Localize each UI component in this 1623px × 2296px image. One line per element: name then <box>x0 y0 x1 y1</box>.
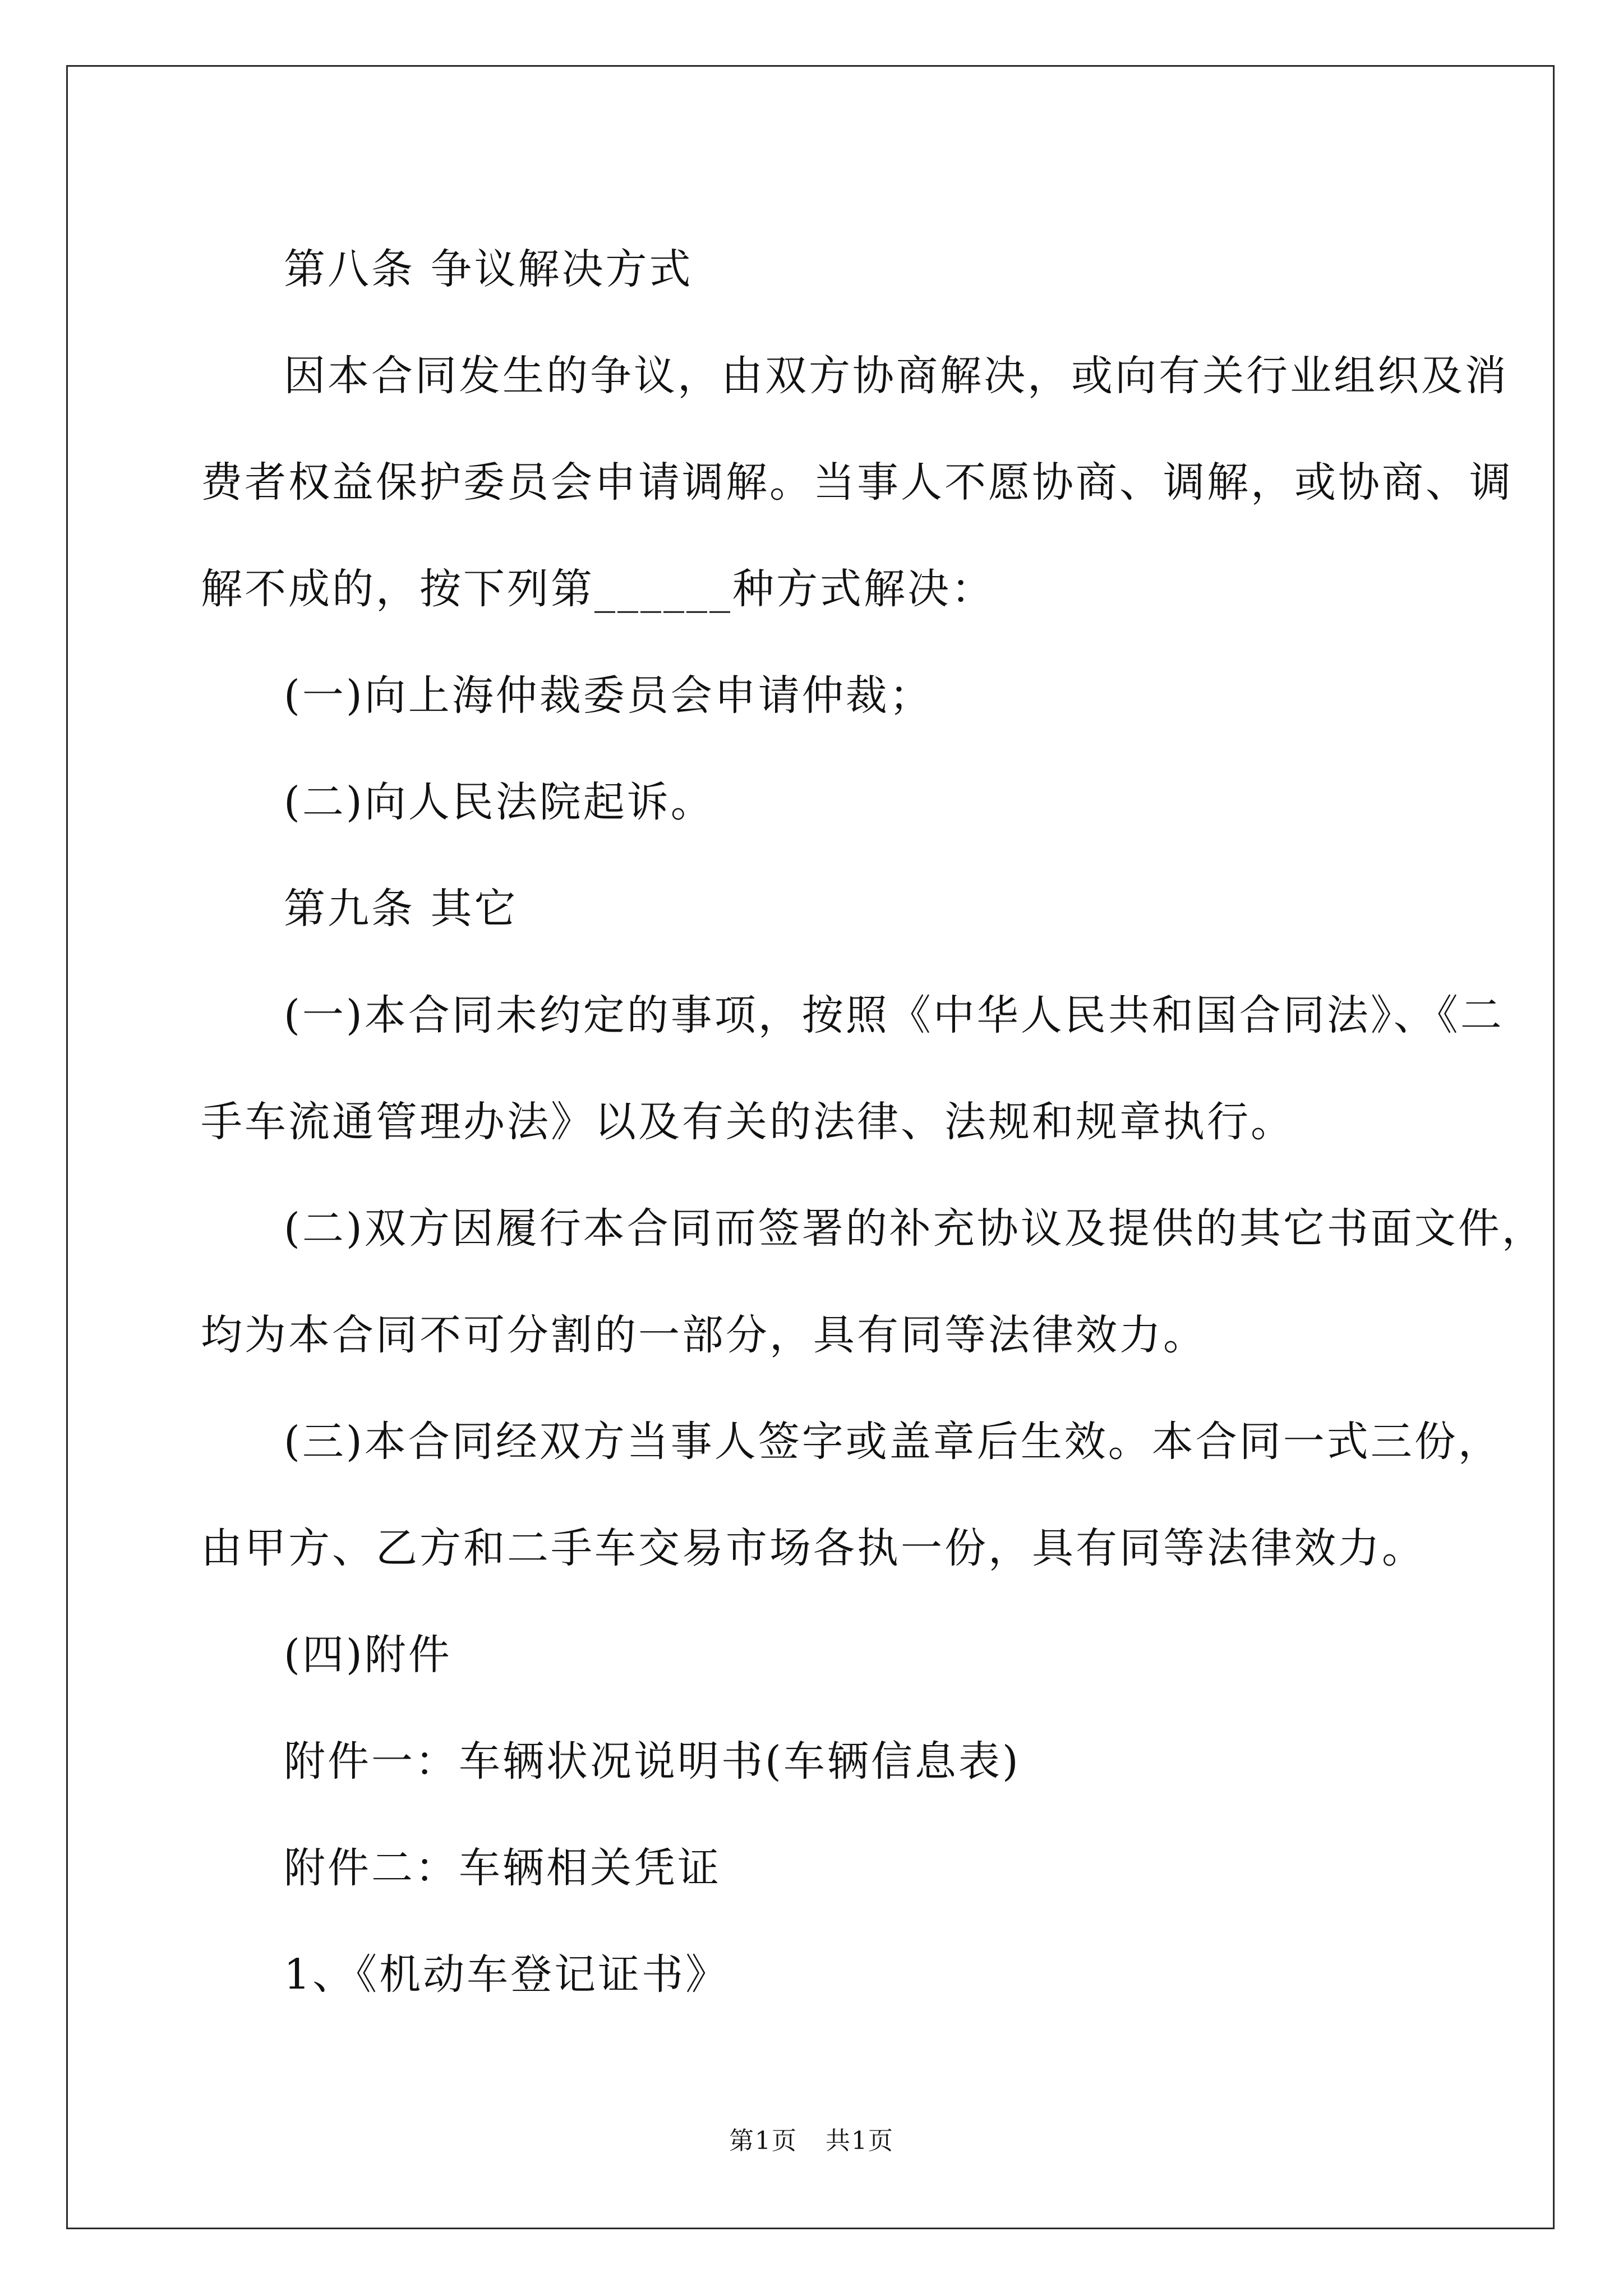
text-line: 第八条 争议解决方式 <box>284 245 693 293</box>
text-line: 1、《机动车登记证书》 <box>284 1950 730 1999</box>
page-total: 共1页 <box>826 2127 894 2155</box>
option-arbitration <box>201 642 1457 749</box>
text-line: (三)本合同经双方当事人签字或盖章后生效。本合同一式三份， <box>284 1418 1502 1466</box>
text-line: 均为本合同不可分割的一部分，具有同等法律效力。 <box>201 1311 1207 1359</box>
text-line: 第九条 其它 <box>284 885 518 933</box>
dispute-paragraph <box>201 323 1513 642</box>
page-number: 第1页 <box>729 2127 797 2155</box>
attachment-2 <box>201 1815 1457 1921</box>
text-line: (二)双方因履行本合同而签署的补充协议及提供的其它书面文件， <box>284 1204 1546 1253</box>
text-line: (二)向人民法院起诉。 <box>284 778 714 826</box>
page-footer <box>0 2120 1623 2156</box>
text-line: (四)附件 <box>284 1631 452 1679</box>
clause-9-2 <box>201 1175 1546 1388</box>
text-line: 费者权益保护委员会申请调解。当事人不愿协商、调解，或协商、调 <box>201 458 1513 507</box>
document-body <box>201 216 1546 2028</box>
text-line: (一)向上海仲裁委员会申请仲裁； <box>284 671 933 720</box>
article-8-heading <box>201 216 1457 323</box>
text-line: 手车流通管理办法》以及有关的法律、法规和规章执行。 <box>201 1098 1294 1146</box>
text-line: 由甲方、乙方和二手车交易市场各执一份，具有同等法律效力。 <box>201 1524 1426 1572</box>
attachment-2-item-1 <box>201 1921 1457 2028</box>
article-9-heading <box>201 855 1457 962</box>
attachment-1 <box>201 1708 1457 1815</box>
clause-9-3 <box>201 1388 1502 1602</box>
text-line: (一)本合同未约定的事项，按照《中华人民共和国合同法》、《二 <box>284 991 1504 1039</box>
clause-9-1 <box>201 962 1504 1175</box>
text-line: 解不成的，按下列第______种方式解决： <box>201 565 995 613</box>
text-line: 因本合同发生的争议，由双方协商解决，或向有关行业组织及消 <box>284 352 1509 400</box>
text-line: 附件一：车辆状况说明书(车辆信息表) <box>284 1737 1021 1786</box>
text-line: 附件二：车辆相关凭证 <box>284 1844 721 1892</box>
clause-9-4 <box>201 1602 1457 1708</box>
option-court <box>201 749 1457 855</box>
